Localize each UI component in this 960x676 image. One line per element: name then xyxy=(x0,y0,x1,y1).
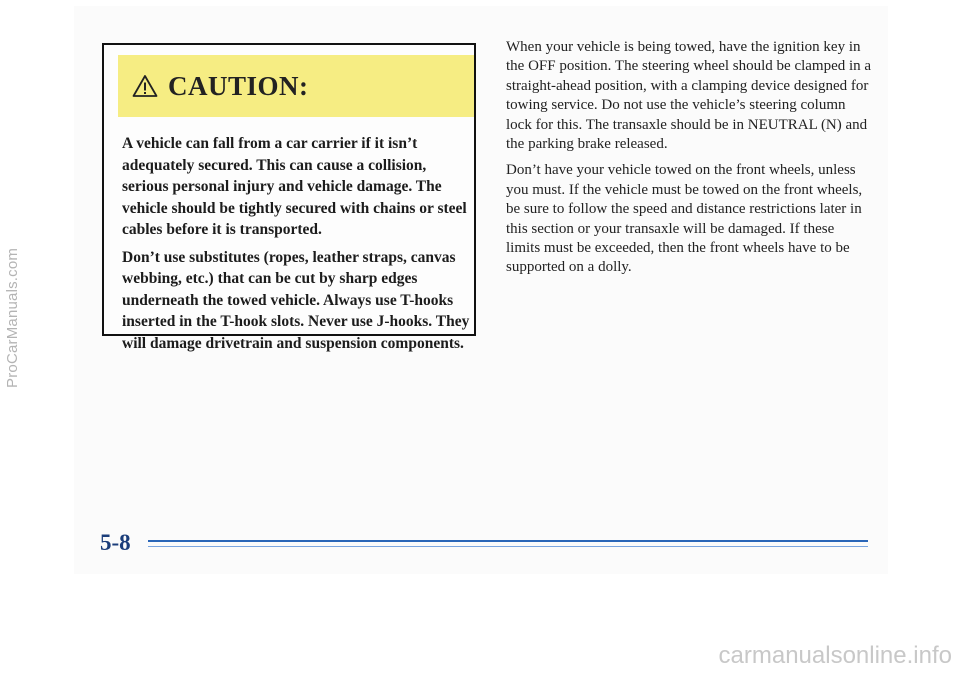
bottom-watermark: carmanualsonline.info xyxy=(718,642,952,669)
warning-triangle-icon xyxy=(132,74,158,98)
body-paragraph: When your vehicle is being towed, have the ignition key in the OFF position. The steering wheel should be clamped in a straight-ahead position, with a clamping device designed for towing service. Do not use the vehicle’s steering column lock for this. The transaxle should be in NEUTRAL (N) and the parking brake released. xyxy=(506,39,872,153)
footer-rule xyxy=(148,540,868,542)
caution-box xyxy=(102,43,476,352)
caution-title: CAUTION: xyxy=(168,70,309,101)
side-watermark: ProCarManuals.com xyxy=(4,247,21,388)
caution-paragraph: Don’t use substitutes (ropes, leather straps, canvas webbing, etc.) that can be cut by sharp edges underneath the towed vehicle. Always use T-hooks inserted in the T-hook slots. Never use J-hooks. They will damage drivetrain and suspension components. xyxy=(122,248,470,352)
caution-paragraph: A vehicle can fall from a car carrier if it isn’t adequately secured. This can cause a collision, serious personal injury and vehicle damage. The vehicle should be tightly secured with chains or steel cables before it is transported. xyxy=(122,135,467,238)
caution-text xyxy=(122,133,470,360)
body-text xyxy=(506,38,872,285)
caution-header xyxy=(118,55,474,117)
body-paragraph: Don’t have your vehicle towed on the front wheels, unless you must. If the vehicle must be towed on the front wheels, be sure to follow the speed and distance restrictions later in this section or your transaxle will be damaged. If these limits must be exceeded, then the front wheels have to be supported on a dolly. xyxy=(506,162,863,276)
footer-rule-thin xyxy=(148,546,868,547)
page-number: 5-8 xyxy=(100,530,131,555)
